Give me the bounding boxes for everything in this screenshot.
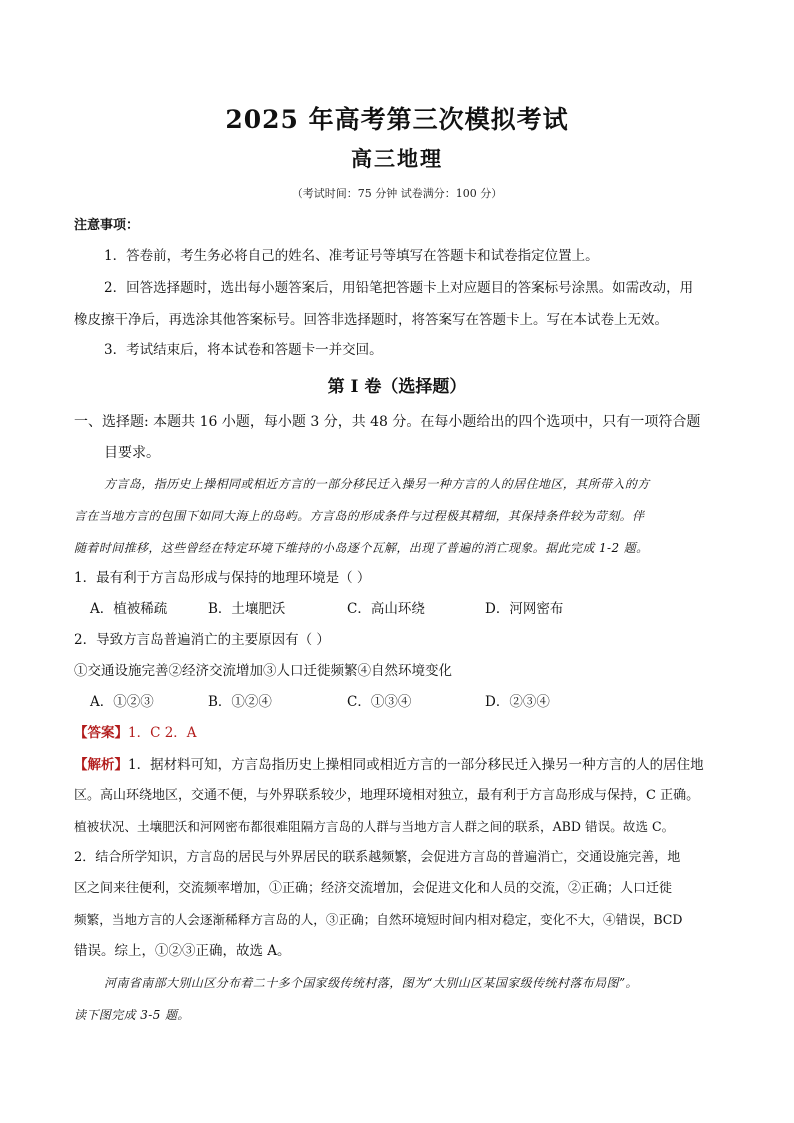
notice-item: 2．回答选择题时，选出每小题答案后，用铅笔把答题卡上对应题目的答案标号涂黑。如需改动，用 bbox=[104, 280, 694, 296]
question-2-option-c: C．①③④ bbox=[347, 694, 412, 710]
material-paragraph: 方言岛，指历史上操相同或相近方言的一部分移民迁入操另一种方言的人的居住地区，其所带入的方 bbox=[104, 477, 650, 491]
material-paragraph: 河南省南部大别山区分布着二十多个国家级传统村落，图为“大别山区某国家级传统村落布局图”。 bbox=[104, 976, 638, 990]
analysis-line bbox=[74, 755, 734, 775]
notice-item: 1．答卷前，考生务必将自己的姓名、准考证号等填写在答题卡和试卷指定位置上。 bbox=[104, 248, 599, 264]
question-1-stem: 1．最有利于方言岛形成与保持的地理环境是（ ） bbox=[74, 570, 371, 586]
exam-subject: 高三地理 bbox=[351, 146, 443, 171]
exam-title: 2025 年高考第三次模拟考试 bbox=[225, 105, 569, 134]
question-2-option-a: A．①②③ bbox=[90, 694, 154, 710]
question-2-option-b: B．①②④ bbox=[208, 694, 272, 710]
answer-tag: 【答案】 bbox=[74, 725, 128, 741]
section-title: 第 I 卷（选择题） bbox=[327, 377, 467, 397]
answer-line bbox=[74, 723, 734, 743]
question-1-option-a: A．植被稀疏 bbox=[90, 601, 168, 617]
analysis-text: 1．据材料可知，方言岛指历史上操相同或相近方言的一部分移民迁入操另一种方言的人的居住地 bbox=[128, 757, 704, 773]
notice-item: 3．考试结束后，将本试卷和答题卡一并交回。 bbox=[104, 342, 383, 358]
section-instruction: 目要求。 bbox=[104, 445, 160, 461]
question-2-conditions: ①交通设施完善②经济交流增加③人口迁徙频繁④自然环境变化 bbox=[74, 663, 452, 679]
notice-heading: 注意事项： bbox=[74, 218, 140, 233]
analysis-tag: 【解析】 bbox=[74, 757, 128, 773]
analysis-text: 2．结合所学知识，方言岛的居民与外界居民的联系越频繁，会促进方言岛的普遍消亡，交通设施完善，地 bbox=[74, 850, 681, 865]
analysis-text: 频繁，当地方言的人会逐渐稀释方言岛的人，③正确；自然环境短时间内相对稳定，变化不大，④错误，BCD bbox=[74, 912, 683, 927]
notice-item: 橡皮擦干净后，再选涂其他答案标号。回答非选择题时，将答案写在答题卡上。写在本试卷上无效。 bbox=[74, 312, 668, 328]
question-2-option-d: D．②③④ bbox=[485, 694, 550, 710]
answer-text: 1．C 2．A bbox=[128, 725, 197, 741]
analysis-text: 区。高山环绕地区，交通不便，与外界联系较少，地理环境相对独立，最有利于方言岛形成与保持，C 正确。 bbox=[74, 788, 700, 803]
analysis-text: 区之间来往便利，交流频率增加，①正确；经济交流增加，会促进文化和人员的交流，②正确；人口迁徙 bbox=[74, 881, 673, 896]
material-paragraph: 随着时间推移，这些曾经在特定环境下维持的小岛逐个瓦解，出现了普遍的消亡现象。据此完成 1-2 题。 bbox=[74, 541, 649, 555]
question-1-option-c: C．高山环绕 bbox=[347, 601, 425, 617]
exam-meta: （考试时间：75 分钟 试卷满分：100 分） bbox=[291, 187, 503, 200]
question-2-stem: 2．导致方言岛普遍消亡的主要原因有（ ） bbox=[74, 632, 330, 648]
question-1-option-b: B．土壤肥沃 bbox=[208, 601, 286, 617]
material-paragraph: 言在当地方言的包围下如同大海上的岛屿。方言岛的形成条件与过程极其精细，其保持条件较为苛刻。伴 bbox=[74, 509, 645, 523]
question-1-option-d: D．河网密布 bbox=[485, 601, 564, 617]
analysis-text: 植被状况、土壤肥沃和河网密布都很难阻隔方言岛的人群与当地方言人群之间的联系，ABD 错误。故选 C。 bbox=[74, 819, 675, 834]
section-instruction: 一、选择题: 本题共 16 小题，每小题 3 分，共 48 分。在每小题给出的四个选项中，只有一项符合题 bbox=[74, 414, 701, 430]
analysis-text: 错误。综上，①②③正确，故选 A。 bbox=[74, 943, 291, 959]
material-paragraph: 读下图完成 3-5 题。 bbox=[74, 1008, 190, 1022]
